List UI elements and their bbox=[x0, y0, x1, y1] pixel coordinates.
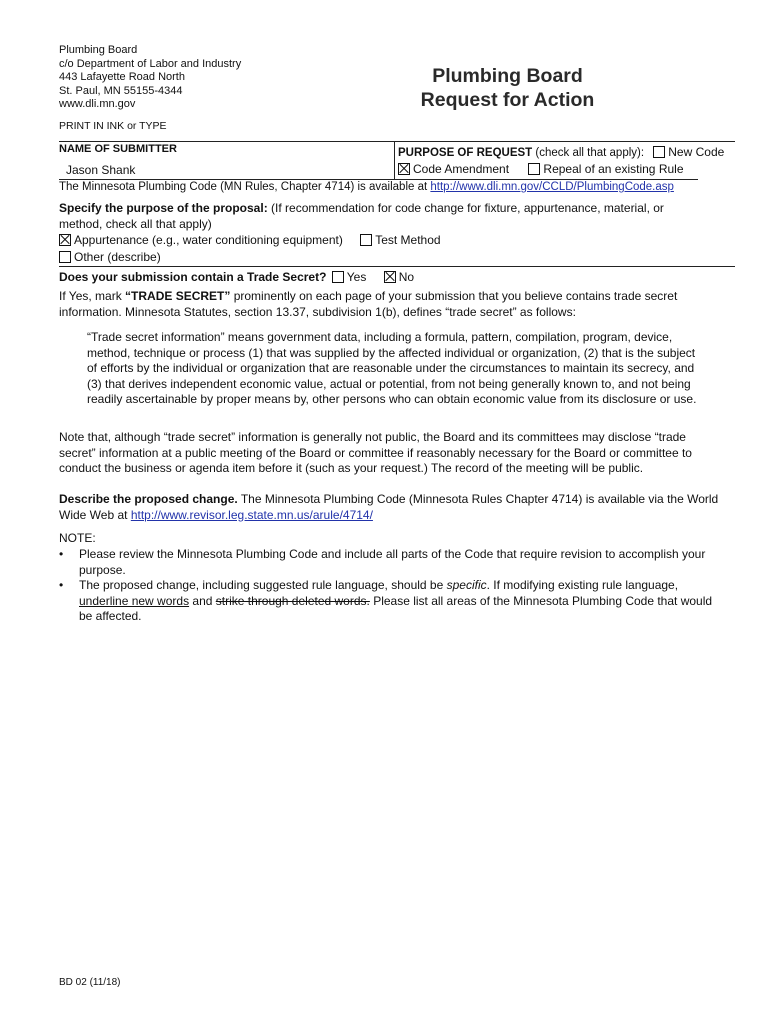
other-checkbox[interactable] bbox=[59, 251, 71, 263]
instruction-prefix: If Yes, mark bbox=[59, 289, 126, 303]
describe-change bbox=[59, 492, 729, 523]
instruction-suffix: prominently on each page of your submission that you believe contains trade secret information. Minnesota Statutes, section 13.37, subdivision 1(b), defines “trade secret” as follows: bbox=[59, 289, 678, 319]
note-text: and bbox=[189, 593, 216, 608]
proposal-purpose-label: Specify the purpose of the proposal: bbox=[59, 201, 268, 215]
address-line: Plumbing Board bbox=[59, 44, 138, 56]
trade-secret-note: Note that, although “trade secret” information is generally not public, the Board and its committees may disclose “trade secret” information at a public meeting of the Board or committee if reasonably necessary for the Board or committee to conduct the business or agenda item before it (such as your request.) The record of the meeting will be public. bbox=[59, 430, 692, 475]
purpose-of-request bbox=[398, 145, 724, 159]
board-address bbox=[59, 44, 241, 112]
underline-example: underline new words bbox=[79, 593, 190, 608]
submitter-name-field[interactable]: Jason Shank bbox=[66, 163, 136, 177]
trade-secret-yes-checkbox[interactable] bbox=[332, 271, 344, 283]
note-item: • Please review the Minnesota Plumbing Code and include all parts of the Code that require revision to accomplish your purpose. bbox=[79, 547, 714, 578]
address-line: c/o Department of Labor and Industry bbox=[59, 57, 242, 70]
code-amendment-label: Code Amendment bbox=[413, 162, 510, 176]
other-label: Other (describe) bbox=[74, 250, 161, 264]
divider bbox=[59, 141, 735, 142]
notes-list bbox=[59, 547, 714, 625]
proposal-options-row bbox=[59, 233, 441, 249]
repeal-rule-label: Repeal of an existing Rule bbox=[543, 162, 684, 176]
address-line: 443 Lafayette Road North bbox=[59, 71, 185, 84]
revisor-link[interactable]: http://www.revisor.leg.state.mn.us/arule/4714/ bbox=[130, 507, 373, 522]
trade-secret-no-label: No bbox=[398, 270, 415, 284]
purpose-request-hint: (check all that apply): bbox=[535, 147, 645, 159]
code-availability-text: The Minnesota Plumbing Code (MN Rules, Chapter 4714) is available at bbox=[59, 181, 428, 193]
submitter-label: NAME OF SUBMITTER bbox=[59, 143, 177, 155]
describe-label: Describe the proposed change. bbox=[59, 492, 238, 506]
purpose-request-label: PURPOSE OF REQUEST bbox=[398, 147, 533, 159]
new-code-checkbox[interactable] bbox=[653, 146, 665, 158]
trade-secret-question-row bbox=[59, 270, 414, 286]
divider bbox=[394, 141, 395, 179]
divider bbox=[59, 266, 735, 267]
plumbing-code-link[interactable]: http://www.dli.mn.gov/CCLD/PlumbingCode.asp bbox=[430, 181, 674, 193]
new-code-label: New Code bbox=[668, 145, 725, 159]
purpose-options-row bbox=[398, 162, 684, 176]
divider bbox=[59, 179, 698, 180]
trade-secret-instruction bbox=[59, 289, 719, 320]
test-method-checkbox[interactable] bbox=[360, 234, 372, 246]
proposal-purpose bbox=[59, 201, 709, 232]
website-link[interactable]: www.dli.mn.gov bbox=[59, 98, 136, 111]
trade-secret-mark: “TRADE SECRET” bbox=[125, 289, 231, 303]
note-heading: NOTE: bbox=[59, 531, 96, 545]
code-availability bbox=[59, 181, 674, 193]
title-line-2: Request for Action bbox=[420, 89, 595, 111]
other-option-row bbox=[59, 250, 161, 266]
strikethrough-example: strike through deleted words. bbox=[215, 593, 370, 608]
appurtenance-label: Appurtenance (e.g., water conditioning equipment) bbox=[74, 233, 343, 247]
note-text: The proposed change, including suggested rule language, should be bbox=[79, 578, 447, 592]
trade-secret-yes-label: Yes bbox=[346, 270, 367, 284]
form-title bbox=[400, 64, 615, 112]
note-item bbox=[79, 578, 714, 625]
code-amendment-checkbox[interactable] bbox=[398, 163, 410, 175]
appurtenance-checkbox[interactable] bbox=[59, 234, 71, 246]
proposal-purpose-text: (If recommendation for code change for fixture, appurtenance, material, or method, check all that apply) bbox=[59, 201, 664, 231]
address-line: St. Paul, MN 55155-4344 bbox=[59, 84, 183, 97]
repeal-rule-checkbox[interactable] bbox=[528, 163, 540, 175]
trade-secret-definition: “Trade secret information” means government data, including a formula, pattern, compilation, program, device, method, technique or process (1) that was supplied by the affected individual or organization, (2) that is the subject of efforts by the individual or organization that are reasonable under the circumstances to maintain its secrecy, and (3) that derives independent economic value, actual or potential, from not being generally known to, and not being readily ascertainable by proper means by, other persons who can obtain economic value from its disclosure or use. bbox=[87, 330, 697, 406]
describe-text: The Minnesota Plumbing Code (Minnesota Rules Chapter 4714) is available via the World Wide Web at bbox=[59, 492, 719, 522]
test-method-label: Test Method bbox=[375, 233, 441, 247]
print-instruction: PRINT IN INK or TYPE bbox=[59, 120, 167, 132]
note-text: . If modifying existing rule language, bbox=[486, 578, 679, 592]
note-text: Please list all areas of the Minnesota Plumbing Code that would be affected. bbox=[79, 593, 713, 623]
trade-secret-no-checkbox[interactable] bbox=[384, 271, 396, 283]
title-line-1: Plumbing Board bbox=[432, 65, 583, 87]
form-id: BD 02 (11/18) bbox=[59, 977, 121, 988]
note-emphasis: specific bbox=[446, 578, 487, 592]
trade-secret-question: Does your submission contain a Trade Secret? bbox=[59, 270, 327, 284]
